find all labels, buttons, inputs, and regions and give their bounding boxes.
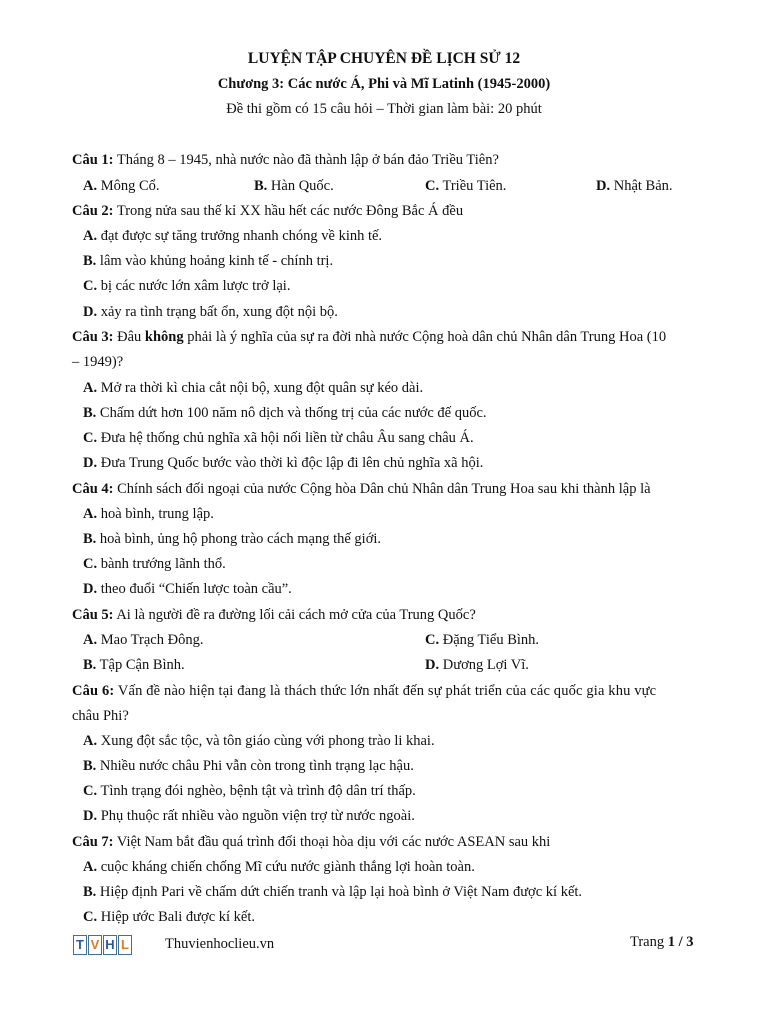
question-number: Câu 4: xyxy=(72,481,114,497)
question-7 xyxy=(72,833,722,851)
q6-option-d: D. Phụ thuộc rất nhiều vào nguồn viện trợ từ nước ngoài. xyxy=(83,808,415,824)
q5-option-b: B. Tập Cận Bình. xyxy=(83,657,185,673)
q7-option-c: C. Hiệp ước Bali được kí kết. xyxy=(83,909,256,925)
q7-option-b: B. Hiệp định Pari về chấm dứt chiến tranh và lập lại hoà bình ở Việt Nam được kí kết. xyxy=(83,884,583,900)
q4-option-a: A. hoà bình, trung lập. xyxy=(83,506,214,522)
logo-letter-h: H xyxy=(103,935,117,955)
site-name: Thuvienhoclieu.vn xyxy=(165,936,275,952)
question-text: Vấn đề nào hiện tại đang là thách thức lớn nhất đến sự phát triển của các quốc gia khu vực xyxy=(114,683,657,699)
chapter-title: Chương 3: Các nước Á, Phi và Mĩ Latinh (1945-2000) xyxy=(217,76,551,92)
q1-option-c: C. Triều Tiên. xyxy=(425,178,507,194)
q2-option-c: C. bị các nước lớn xâm lược trở lại. xyxy=(83,278,291,294)
tvhl-logo xyxy=(73,935,132,957)
question-6-continuation: châu Phi? xyxy=(72,708,129,724)
question-text: Ai là người đề ra đường lối cải cách mở cửa của Trung Quốc? xyxy=(113,607,476,623)
question-6 xyxy=(72,682,722,700)
question-number: Câu 6: xyxy=(72,683,115,699)
question-1 xyxy=(72,151,722,169)
page-number: Trang 1 / 3 xyxy=(630,934,694,950)
q1-option-d: D. Nhật Bản. xyxy=(596,178,673,194)
q2-option-b: B. lâm vào khủng hoảng kinh tế - chính trị. xyxy=(83,253,334,269)
question-number: Câu 5: xyxy=(72,607,114,623)
q4-option-c: C. bành trướng lãnh thổ. xyxy=(83,556,226,572)
question-text: Trong nửa sau thế kỉ XX hầu hết các nước Đông Bắc Á đều xyxy=(113,203,464,219)
q5-option-d: D. Dương Lợi Vĩ. xyxy=(425,657,529,673)
logo-letter-v: V xyxy=(88,935,102,955)
emphasis-word: không xyxy=(144,329,184,345)
q4-option-d: D. theo đuổi “Chiến lược toàn cầu”. xyxy=(83,581,292,597)
question-text: Việt Nam bắt đầu quá trình đối thoại hòa dịu với các nước ASEAN sau khi xyxy=(113,834,551,850)
question-3-continuation: – 1949)? xyxy=(72,354,124,370)
q2-option-a: A. đạt được sự tăng trưởng nhanh chóng về kinh tế. xyxy=(83,228,383,244)
exam-info: Đề thi gồm có 15 câu hỏi – Thời gian làm bài: 20 phút xyxy=(226,101,542,117)
question-3: Câu 3: Đâu không phải là ý nghĩa của sự ra đời nhà nước Cộng hoà dân chủ Nhân dân Trung Hoa (10 xyxy=(72,329,667,345)
q2-option-d: D. xảy ra tình trạng bất ổn, xung đột nội bộ. xyxy=(83,304,338,320)
q6-option-c: C. Tình trạng đói nghèo, bệnh tật và trình độ dân trí thấp. xyxy=(83,783,416,799)
q6-option-a: A. Xung đột sắc tộc, và tôn giáo cùng với phong trào li khai. xyxy=(83,733,435,749)
question-number: Câu 1: xyxy=(72,152,114,168)
question-text: Tháng 8 – 1945, nhà nước nào đã thành lập ở bán đảo Triều Tiên? xyxy=(113,152,499,168)
q1-option-a: A. Mông Cổ. xyxy=(83,178,160,194)
question-2 xyxy=(72,202,722,220)
q5-option-a: A. Mao Trạch Đông. xyxy=(83,632,204,648)
question-text: Chính sách đối ngoại của nước Cộng hòa Dân chủ Nhân dân Trung Hoa sau khi thành lập là xyxy=(113,481,651,497)
page-title: LUYỆN TẬP CHUYÊN ĐỀ LỊCH SỬ 12 xyxy=(247,50,521,67)
logo-letter-l: L xyxy=(118,935,132,955)
q5-option-c: C. Đặng Tiểu Bình. xyxy=(425,632,540,648)
q3-option-d: D. Đưa Trung Quốc bước vào thời kì độc lập đi lên chủ nghĩa xã hội. xyxy=(83,455,484,471)
question-number: Câu 2: xyxy=(72,203,114,219)
question-5 xyxy=(72,606,722,624)
logo-letter-t: T xyxy=(73,935,87,955)
q3-option-b: B. Chấm dứt hơn 100 năm nô dịch và thống trị của các nước đế quốc. xyxy=(83,405,487,421)
q1-option-b: B. Hàn Quốc. xyxy=(254,178,334,194)
q4-option-b: B. hoà bình, ủng hộ phong trào cách mạng thế giới. xyxy=(83,531,382,547)
q7-option-a: A. cuộc kháng chiến chống Mĩ cứu nước giành thắng lợi hoàn toàn. xyxy=(83,859,475,875)
q3-option-c: C. Đưa hệ thống chủ nghĩa xã hội nối liền từ châu Âu sang châu Á. xyxy=(83,430,474,446)
q6-option-b: B. Nhiều nước châu Phi vẫn còn trong tình trạng lạc hậu. xyxy=(83,758,414,774)
question-number: Câu 3: xyxy=(72,329,114,345)
question-4 xyxy=(72,480,722,498)
q3-option-a: A. Mở ra thời kì chia cắt nội bộ, xung đột quân sự kéo dài. xyxy=(83,380,424,396)
question-number: Câu 7: xyxy=(72,834,114,850)
